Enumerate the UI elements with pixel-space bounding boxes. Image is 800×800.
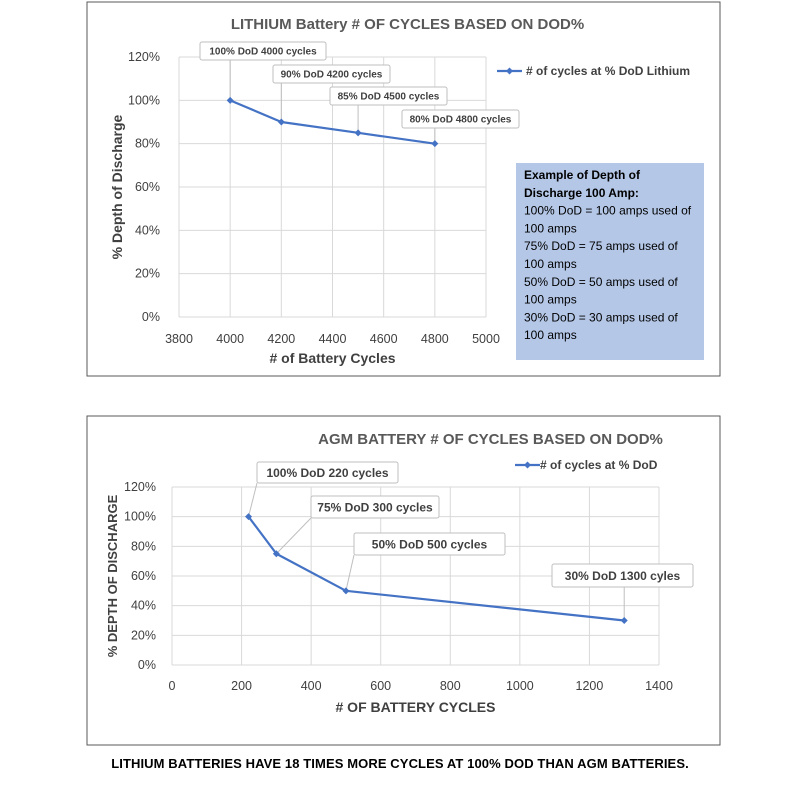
y-tick-label: 120% xyxy=(124,480,156,494)
y-tick-label: 0% xyxy=(141,310,160,324)
y-axis-label: % Depth of Discharge xyxy=(109,114,125,260)
dod-example-line: 30% DoD = 30 amps used of xyxy=(524,310,678,325)
dod-example-line: 100 amps xyxy=(524,257,577,271)
y-tick-label: 100% xyxy=(128,93,160,108)
x-tick-label: 800 xyxy=(439,679,461,693)
x-tick-label: 600 xyxy=(370,679,392,693)
y-tick-label: 40% xyxy=(134,223,160,238)
x-tick-label: 4600 xyxy=(369,332,398,346)
data-label: 30% DoD 1300 cyles xyxy=(564,568,681,583)
data-label: 80% DoD 4800 cycles xyxy=(409,114,512,126)
x-tick-label: 5000 xyxy=(472,332,500,346)
chart-title: LITHIUM Battery # OF CYCLES BASED ON DOD% xyxy=(230,16,585,33)
dod-example-line: 50% DoD = 50 amps used of xyxy=(524,274,678,289)
dod-example-line: 100 amps xyxy=(524,328,577,343)
legend-label: # of cycles at % DoD xyxy=(540,458,658,472)
x-tick-label: 4800 xyxy=(420,332,449,346)
data-label: 50% DoD 500 cycles xyxy=(371,537,488,552)
x-tick-label: 0 xyxy=(168,679,176,693)
data-label: 90% DoD 4200 cycles xyxy=(280,69,383,81)
legend-label: # of cycles at % DoD Lithium xyxy=(526,64,691,78)
x-axis-label: # of Battery Cycles xyxy=(269,350,396,366)
dod-example-line: 75% DoD = 75 amps used of xyxy=(524,239,678,254)
y-tick-label: 20% xyxy=(130,628,156,643)
dod-example-title: Example of Depth of xyxy=(524,168,641,182)
x-tick-label: 200 xyxy=(231,679,253,693)
dod-example-line: 100 amps xyxy=(524,292,577,307)
dod-example-line: 100 amps xyxy=(524,221,577,236)
chart-lithium xyxy=(87,2,720,376)
x-axis-label: # OF BATTERY CYCLES xyxy=(335,699,496,715)
y-tick-label: 80% xyxy=(130,539,156,554)
x-tick-label: 1400 xyxy=(645,679,673,693)
data-label: 85% DoD 4500 cycles xyxy=(337,91,440,103)
data-label: 100% DoD 4000 cycles xyxy=(209,46,317,58)
y-axis-label: % DEPTH OF DISCHARGE xyxy=(105,494,120,658)
y-tick-label: 80% xyxy=(134,136,160,151)
dod-example-line: 100% DoD = 100 amps used of xyxy=(524,203,692,218)
y-tick-label: 40% xyxy=(130,598,156,613)
chart-title: AGM BATTERY # OF CYCLES BASED ON DOD% xyxy=(318,431,663,448)
x-tick-label: 400 xyxy=(300,679,322,693)
y-tick-label: 20% xyxy=(134,266,160,281)
x-tick-label: 1000 xyxy=(505,679,534,693)
footer-caption: LITHIUM BATTERIES HAVE 18 TIMES MORE CYCLES AT 100% DOD THAN AGM BATTERIES. xyxy=(111,756,689,771)
dod-example-title: Discharge 100 Amp: xyxy=(524,185,639,200)
y-tick-label: 60% xyxy=(130,569,156,583)
x-tick-label: 4400 xyxy=(318,332,347,346)
x-tick-label: 4200 xyxy=(267,332,296,346)
x-tick-label: 4000 xyxy=(216,332,245,346)
y-tick-label: 120% xyxy=(128,50,160,64)
y-tick-label: 60% xyxy=(134,180,160,194)
chart-agm xyxy=(87,416,720,745)
x-tick-label: 3800 xyxy=(165,332,193,346)
data-label: 75% DoD 300 cycles xyxy=(317,500,433,515)
y-tick-label: 0% xyxy=(137,658,156,672)
data-label: 100% DoD 220 cycles xyxy=(266,465,389,480)
y-tick-label: 100% xyxy=(124,509,156,524)
dod-example-box xyxy=(516,163,704,360)
x-tick-label: 1200 xyxy=(575,679,604,693)
